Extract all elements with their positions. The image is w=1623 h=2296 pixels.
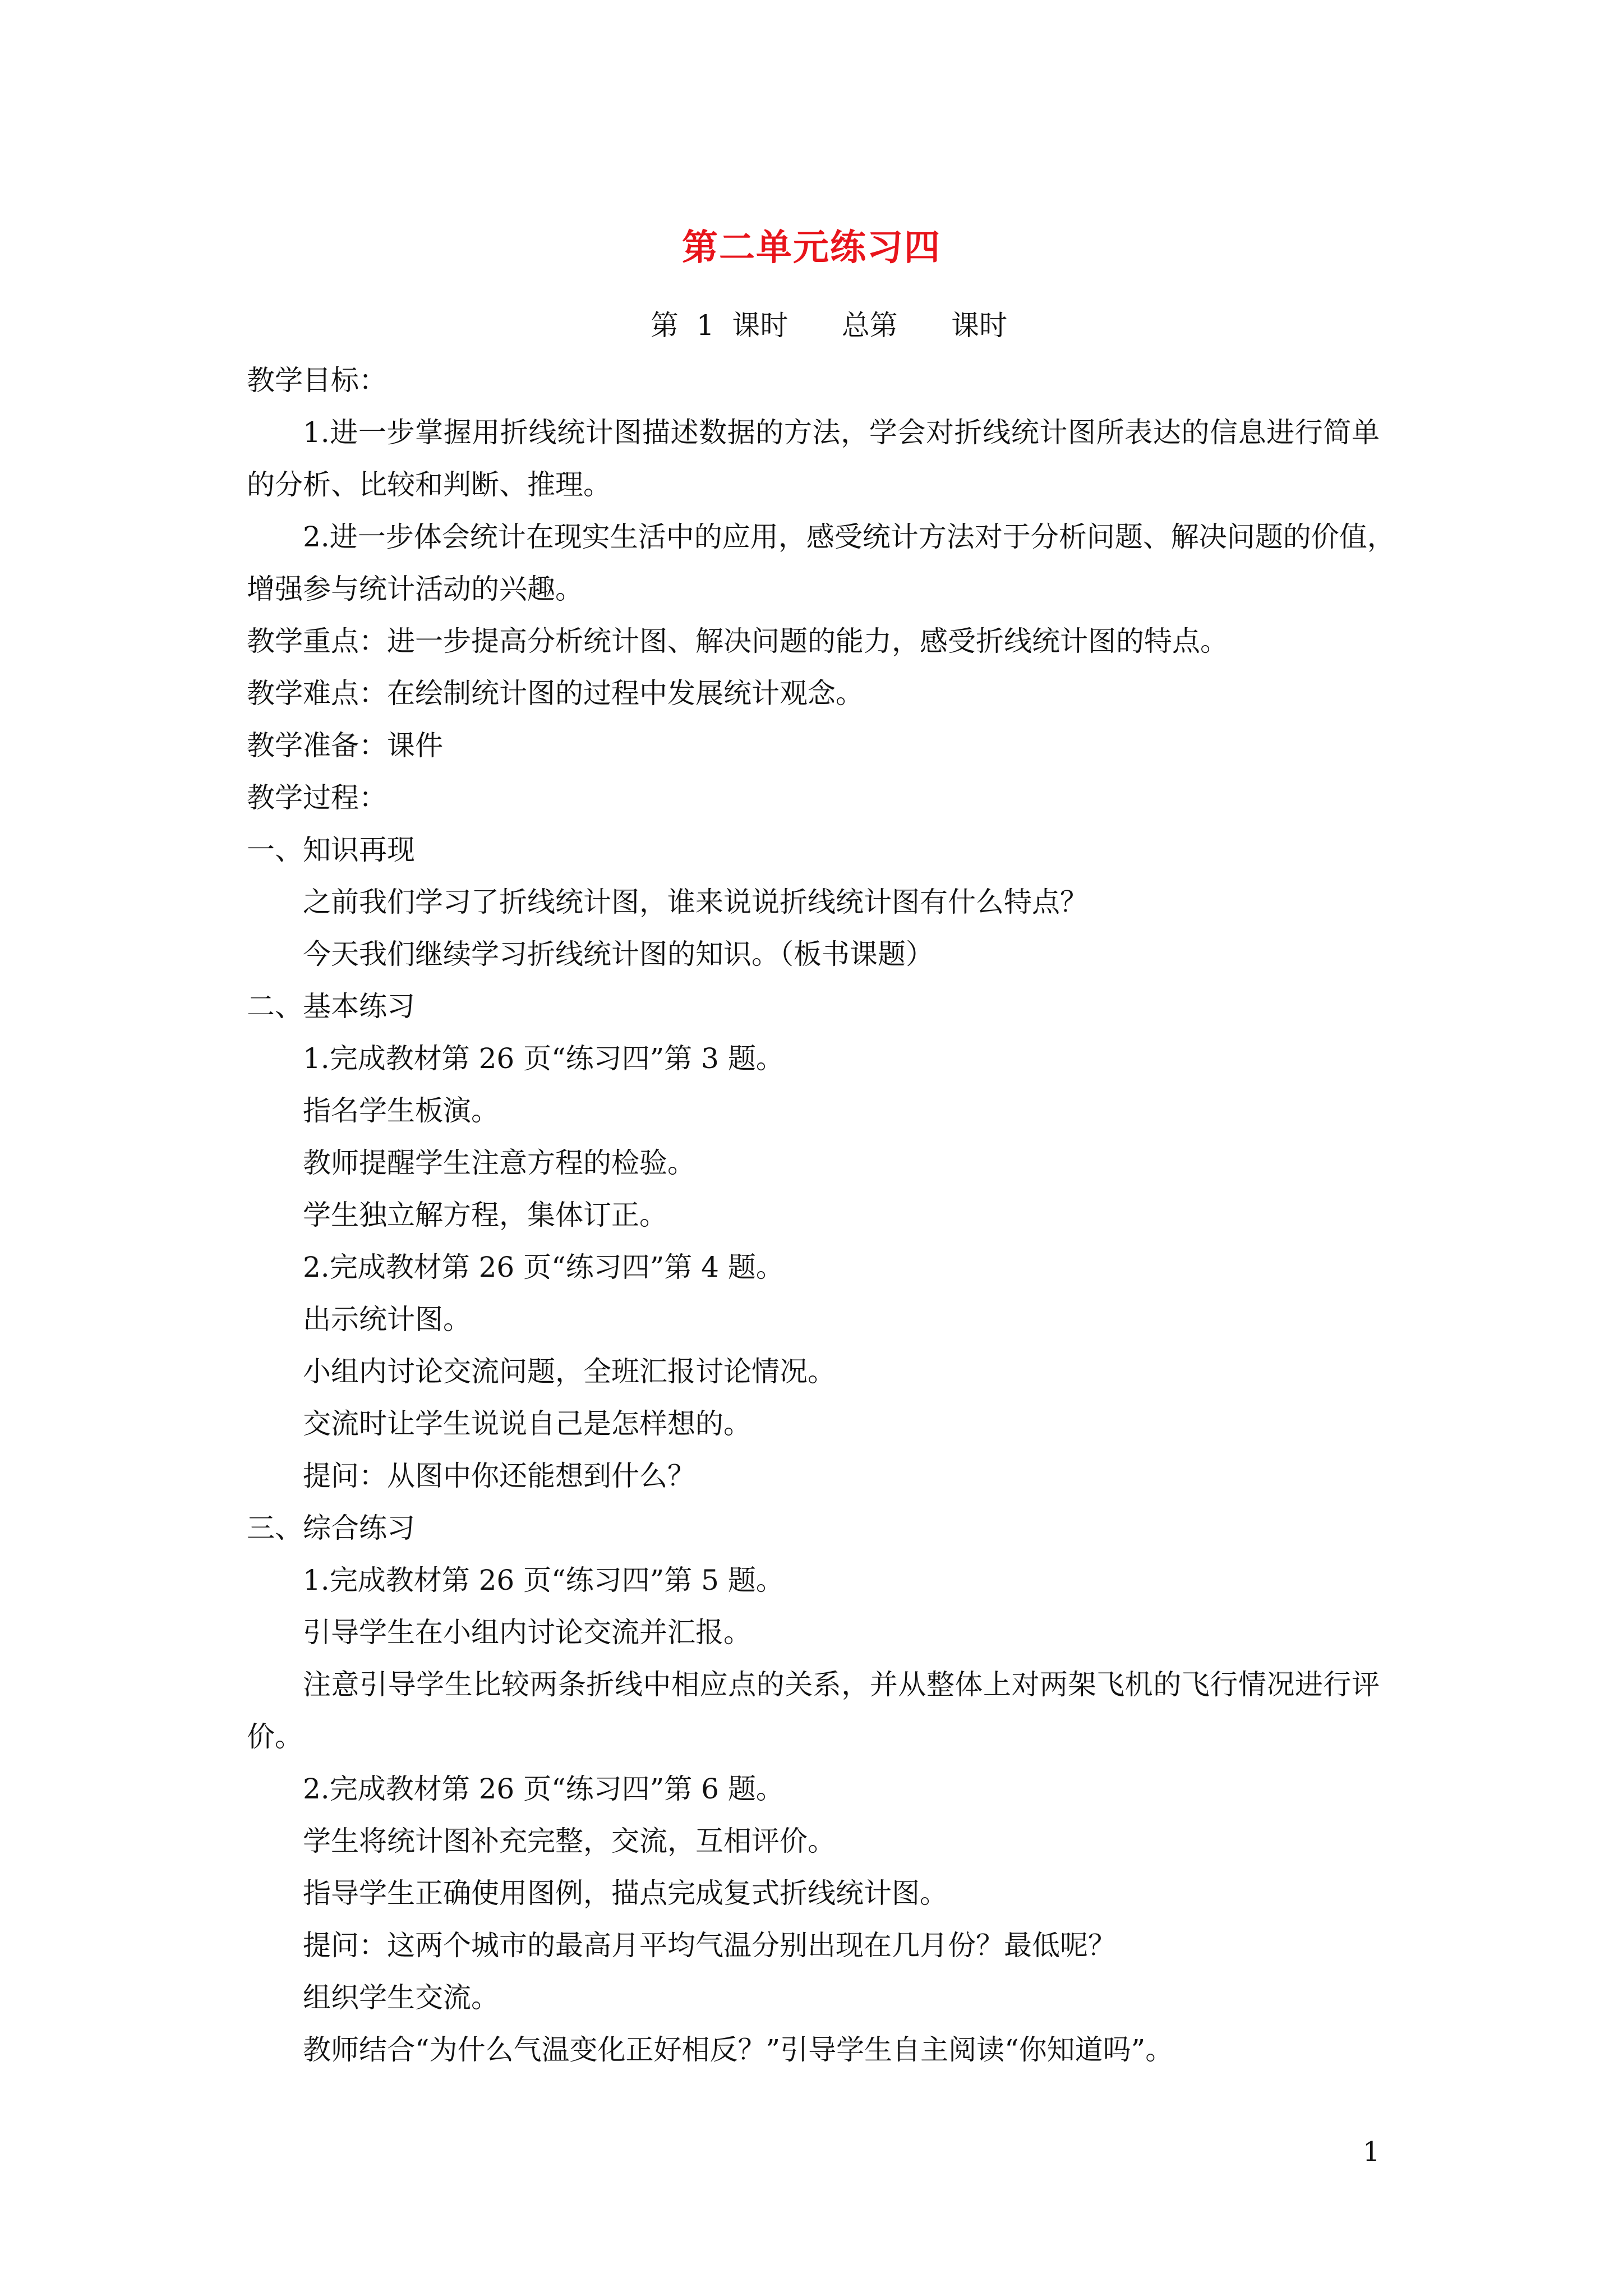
paragraph-line: 出示统计图。	[303, 1303, 471, 1336]
paragraph-line: 组织学生交流。	[303, 1981, 499, 2014]
part-heading-basic-practice: 二、基本练习	[247, 990, 415, 1023]
exercise-item: 1.完成教材第 26 页“练习四”第 5 题。	[303, 1564, 784, 1596]
part-heading-comprehensive-practice: 三、综合练习	[247, 1512, 415, 1544]
paragraph-line: 引导学生在小组内讨论交流并汇报。	[303, 1616, 751, 1649]
paragraph-line: 交流时让学生说说自己是怎样想的。	[303, 1407, 751, 1440]
page-number: 1	[1363, 2136, 1380, 2168]
exercise-item: 2.完成教材第 26 页“练习四”第 4 题。	[303, 1251, 784, 1283]
document-title: 第二单元练习四	[682, 227, 941, 269]
document-body	[247, 355, 1395, 2076]
key-points-line: 教学重点：进一步提高分析统计图、解决问题的能力，感受折线统计图的特点。	[247, 625, 1228, 657]
paragraph-line: 学生独立解方程，集体订正。	[303, 1199, 667, 1231]
objective-2-line-2: 增强参与统计活动的兴趣。	[247, 573, 583, 605]
paragraph-line: 之前我们学习了折线统计图，谁来说说折线统计图有什么特点？	[303, 886, 1088, 918]
difficulties-line: 教学难点：在绘制统计图的过程中发展统计观念。	[247, 677, 864, 710]
paragraph-line: 提问：这两个城市的最高月平均气温分别出现在几月份？最低呢？	[303, 1929, 1116, 1962]
paragraph-line: 教师提醒学生注意方程的检验。	[303, 1147, 695, 1179]
paragraph-line: 教师结合“为什么气温变化正好相反？”引导学生自主阅读“你知道吗”。	[303, 2033, 1174, 2066]
paragraph-line: 指导学生正确使用图例，描点完成复式折线统计图。	[303, 1877, 948, 1910]
paragraph-line: 提问：从图中你还能想到什么？	[303, 1460, 695, 1492]
paragraph-line: 指名学生板演。	[303, 1094, 499, 1127]
paragraph-line: 学生将统计图补充完整，交流，互相评价。	[303, 1825, 836, 1857]
exercise-item: 2.完成教材第 26 页“练习四”第 6 题。	[303, 1773, 784, 1805]
objective-2-line-1: 2.进一步体会统计在现实生活中的应用，感受统计方法对于分析问题、解决问题的价值，	[303, 521, 1395, 553]
paragraph-line: 注意引导学生比较两条折线中相应点的关系，并从整体上对两架飞机的飞行情况进行评	[303, 1668, 1380, 1701]
section-heading-objectives: 教学目标：	[247, 364, 387, 397]
paragraph-line: 今天我们继续学习折线统计图的知识。（板书课题）	[303, 938, 934, 970]
exercise-item: 1.完成教材第 26 页“练习四”第 3 题。	[303, 1042, 784, 1075]
objective-1-line-2: 的分析、比较和判断、推理。	[247, 468, 611, 501]
lesson-period-line: 第 1 课时 总第 课时	[651, 309, 1008, 342]
preparation-line: 教学准备：课件	[247, 729, 443, 762]
paragraph-line: 价。	[247, 1720, 303, 1753]
paragraph-line: 小组内讨论交流问题，全班汇报讨论情况。	[303, 1355, 836, 1388]
section-heading-process: 教学过程：	[247, 781, 387, 814]
part-heading-review: 一、知识再现	[247, 834, 415, 866]
objective-1-line-1: 1.进一步掌握用折线统计图描述数据的方法，学会对折线统计图所表达的信息进行简单	[303, 416, 1380, 449]
